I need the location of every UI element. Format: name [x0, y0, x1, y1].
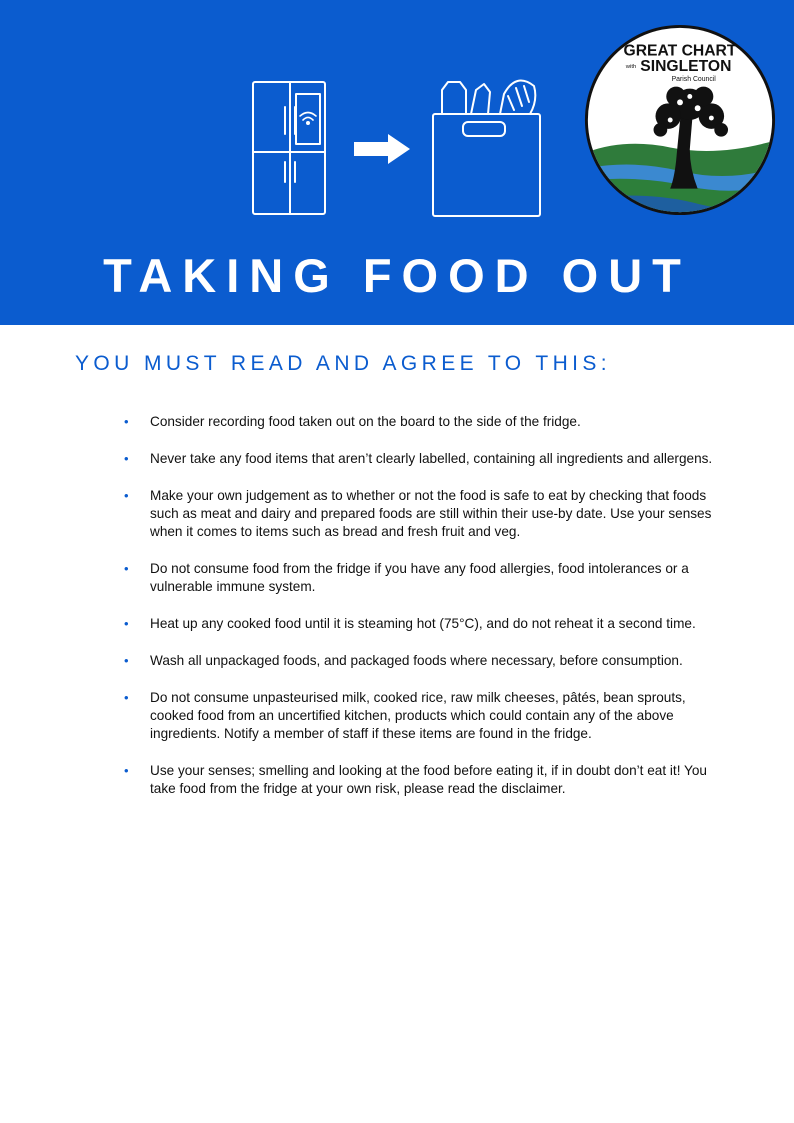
bullet-icon: • — [124, 451, 129, 466]
rule-item — [124, 450, 724, 468]
rule-text: Use your senses; smelling and looking at the food before eating it, if in doubt don’t eat it! You take food from the fridge at your own risk, please read the disclaimer. — [150, 763, 707, 796]
rule-item — [124, 615, 724, 633]
rule-item — [124, 689, 724, 743]
header-banner — [0, 0, 794, 325]
fridge-icon — [253, 82, 325, 214]
page-title: TAKING FOOD OUT — [103, 249, 691, 302]
parish-council-logo — [582, 22, 778, 218]
rule-text: Do not consume food from the fridge if you have any food allergies, food intolerances or a vulnerable immune system. — [150, 561, 689, 594]
bullet-icon: • — [124, 616, 129, 631]
rule-text: Heat up any cooked food until it is steaming hot (75°C), and do not reheat it a second time. — [150, 616, 696, 631]
rule-item — [124, 560, 724, 596]
fridge-to-bag-illustration — [248, 72, 548, 222]
rule-item — [124, 413, 724, 431]
rule-text: Make your own judgement as to whether or not the food is safe to eat by checking that foods such as meat and dairy and prepared foods are still within their use-by date. Use your senses when it comes to items such as bread and fresh fruit and veg. — [150, 488, 712, 539]
rule-text: Wash all unpackaged foods, and packaged foods where necessary, before consumption. — [150, 653, 683, 668]
logo-line-2-small: with — [625, 64, 637, 71]
grocery-bag-icon — [433, 81, 540, 216]
rule-text: Do not consume unpasteurised milk, cooked rice, raw milk cheeses, pâtés, bean sprouts, cooked food from an uncertified kitchen, products which could contain any of the above ingredients. Notify a member of staff if these items are found in the fridge. — [150, 690, 686, 741]
logo-line-3: Parish Council — [671, 75, 716, 83]
rule-text: Consider recording food taken out on the board to the side of the fridge. — [150, 414, 581, 429]
bullet-icon: • — [124, 690, 129, 705]
arrow-right-icon — [354, 134, 410, 164]
rule-text: Never take any food items that aren’t clearly labelled, containing all ingredients and allergens. — [150, 451, 713, 466]
bullet-icon: • — [124, 561, 129, 576]
section-subtitle: YOU MUST READ AND AGREE TO THIS: — [75, 352, 612, 375]
logo-line-2: SINGLETON — [640, 58, 732, 75]
bullet-icon: • — [124, 763, 129, 778]
bullet-icon: • — [124, 414, 129, 429]
rules-list — [124, 413, 724, 817]
rule-item — [124, 762, 724, 798]
bullet-icon: • — [124, 488, 129, 503]
bullet-icon: • — [124, 653, 129, 668]
rule-item — [124, 652, 724, 670]
wifi-icon — [300, 113, 316, 125]
rule-item — [124, 487, 724, 541]
logo-line-1: GREAT CHART — [623, 42, 737, 60]
